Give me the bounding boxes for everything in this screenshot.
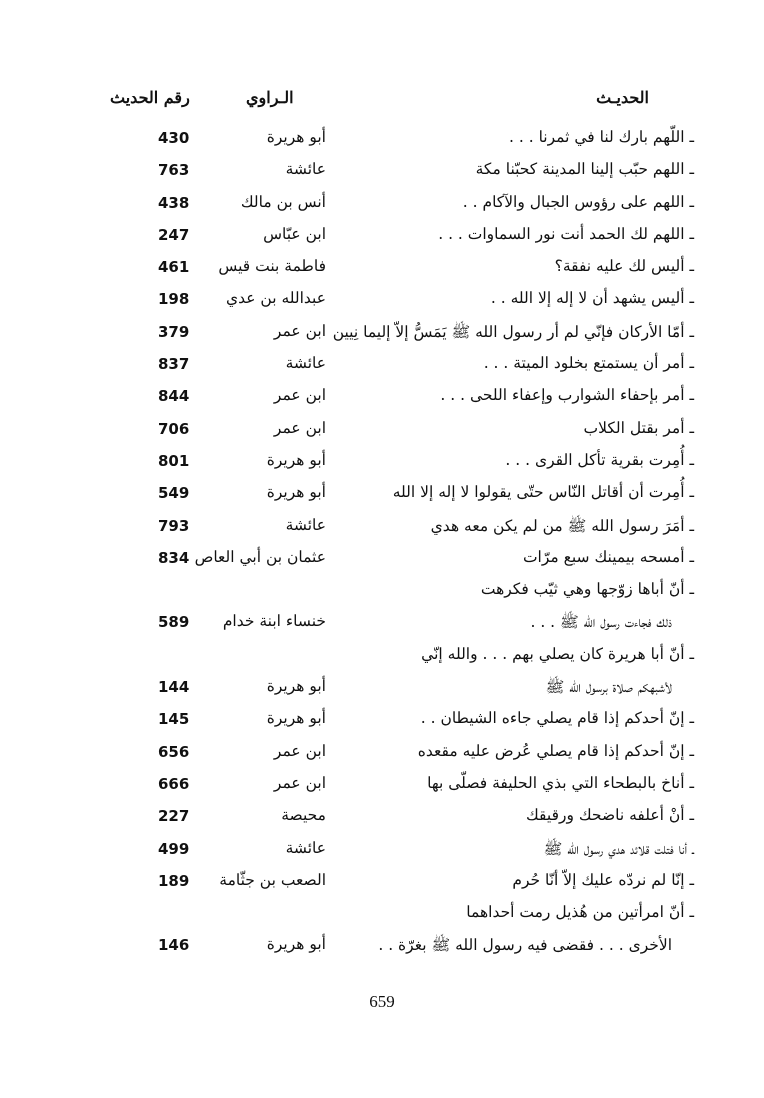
hadith-number: 247 [158, 225, 190, 244]
table-row [0, 641, 764, 673]
hadith-number: 801 [158, 451, 190, 470]
page-number: 659 [369, 992, 395, 1011]
hadith-number: 589 [158, 613, 190, 632]
hadith-text: ـ أمر بقتل الكلاب [583, 418, 694, 437]
table-row [0, 738, 764, 770]
table-row [0, 544, 764, 576]
table-row [0, 318, 764, 350]
table-row [0, 285, 764, 317]
header-hadith: الحديـث [596, 88, 649, 107]
narrator: عبدالله بن عدي [225, 289, 326, 308]
table-row [0, 382, 764, 414]
hadith-number: 656 [158, 742, 190, 761]
hadith-text: ـ اللهم حبّب إلينا المدينة كحبّنا مكة [475, 160, 694, 179]
narrator: أبو هريرة [266, 128, 326, 146]
narrator: عائشة [285, 838, 326, 857]
hadith-text: الأخرى . . . فقضى فيه رسول الله ﷺ بغرّة . . [378, 936, 672, 955]
hadith-text: ـ أمّا الأركان فإنّي لم أر رسول الله ﷺ يَمَسُّ إلاّ إليما نِيين [332, 322, 694, 341]
table-row [0, 124, 764, 156]
table-row [0, 705, 764, 737]
hadith-text: ـ اللهم لك الحمد أنت نور السماوات . . . [438, 224, 694, 243]
hadith-text: ـ اللّهم بارك لنا في ثمرنا . . . [509, 128, 694, 146]
hadith-number: 146 [158, 936, 190, 955]
narrator: ابن عبّاس [263, 224, 326, 243]
hadith-number: 837 [158, 355, 190, 374]
hadith-text: ـ أمسحه بيمينك سبع مرّات [522, 547, 694, 566]
table-row [0, 802, 764, 834]
narrator: عائشة [285, 354, 326, 373]
hadith-number: 379 [158, 322, 190, 341]
hadith-number: 834 [158, 548, 190, 567]
narrator: الصعب بن جثّامة [219, 870, 326, 889]
narrator: محيصة [281, 806, 326, 825]
narrator: فاطمة بنت قيس [218, 257, 326, 276]
table-row [0, 867, 764, 899]
hadith-text: لأشبهكم صلاة برسول الله ﷺ [545, 678, 672, 697]
narrator: أبو هريرة [266, 450, 326, 469]
hadith-text: ـ أمر بإحفاء الشوارب وإعفاء اللحى . . . [440, 386, 694, 405]
hadith-number: 189 [158, 871, 190, 890]
hadith-text: ـ أناخ بالبطحاء التي بذي الحليفة فصلّى بها [427, 773, 694, 792]
narrator: أبو هريرة [266, 677, 326, 696]
index-table [0, 124, 764, 964]
hadith-text: ـ إنّ أحدكم إذا قام يصلي جاءه الشيطان . . [420, 709, 694, 728]
hadith-text: ـ أُمِرت بقرية تأكل القرى . . . [505, 450, 694, 469]
hadith-text: ـ أُمِرت أن أقاتل النّاس حتّى يقولوا لا إله إلا الله [392, 483, 694, 502]
hadith-number: 438 [158, 193, 190, 212]
narrator: أبو هريرة [266, 709, 326, 728]
narrator: أبو هريرة [266, 483, 326, 502]
hadith-number: 499 [158, 839, 190, 858]
narrator: أنس بن مالك [240, 192, 326, 211]
hadith-text: ـ أنا فتلت قلائد هدي رسول الله ﷺ [543, 839, 694, 858]
narrator: ابن عمر [273, 773, 326, 792]
hadith-text: ـ أمَرَ رسول الله ﷺ من لم يكن معه هدي [430, 516, 694, 535]
narrator: عائشة [285, 160, 326, 179]
table-row [0, 673, 764, 705]
narrator: ابن عمر [273, 386, 326, 405]
hadith-text: ـ اللهم على رؤوس الجبال والآكام . . [462, 192, 694, 211]
narrator: عثمان بن أبي العاص [194, 547, 326, 566]
table-row [0, 189, 764, 221]
table-row [0, 576, 764, 608]
hadith-number: 144 [158, 678, 190, 697]
table-row [0, 156, 764, 188]
header-hadith-number: رقم الحديث [110, 88, 190, 107]
hadith-text: ـ أنّ أباها زوّجها وهي ثيّب فكرهت [480, 580, 694, 599]
header-narrator: الـراوي [246, 88, 294, 107]
table-row [0, 221, 764, 253]
hadith-text: ـ إنّ أحدكم إذا قام يصلي عُرض عليه مقعده [417, 741, 694, 760]
hadith-number: 763 [158, 161, 190, 180]
hadith-number: 844 [158, 387, 190, 406]
hadith-number: 227 [158, 807, 190, 826]
narrator: ابن عمر [273, 741, 326, 760]
table-row [0, 835, 764, 867]
hadith-text: ـ أنّ امرأتين من هُذيل رمت أحداهما [466, 903, 694, 922]
hadith-number: 198 [158, 290, 190, 309]
narrator: عائشة [285, 515, 326, 534]
hadith-text: ـ أنْ أعلفه ناضحك ورقيقك [525, 806, 694, 825]
table-row [0, 447, 764, 479]
hadith-number: 793 [158, 516, 190, 535]
hadith-number: 549 [158, 484, 190, 503]
table-row [0, 931, 764, 963]
hadith-number: 430 [158, 129, 190, 147]
hadith-text: ـ أمر أن يستمتع بخلود الميتة . . . [483, 354, 694, 373]
hadith-number: 145 [158, 710, 190, 729]
table-row [0, 770, 764, 802]
hadith-number: 461 [158, 258, 190, 277]
hadith-text: ذلك فجاءت رسول الله ﷺ . . . [530, 613, 672, 632]
table-row [0, 415, 764, 447]
table-row [0, 479, 764, 511]
narrator: أبو هريرة [266, 935, 326, 954]
narrator: ابن عمر [273, 418, 326, 437]
table-row [0, 512, 764, 544]
hadith-text: ـ أليس يشهد أن لا إله إلا الله . . [490, 289, 694, 308]
table-row [0, 350, 764, 382]
table-row [0, 899, 764, 931]
hadith-text: ـ إنّا لم نردّه عليك إلاّ أنّا حُرم [512, 870, 694, 889]
hadith-number: 666 [158, 774, 190, 793]
table-row [0, 608, 764, 640]
table-row [0, 253, 764, 285]
narrator: ابن عمر [273, 321, 326, 340]
hadith-text: ـ أنّ أبا هريرة كان يصلي بهم . . . والله إنّي [421, 644, 694, 663]
narrator: خنساء ابنة خدام [222, 612, 326, 631]
hadith-number: 706 [158, 419, 190, 438]
hadith-text: ـ أليس لك عليه نفقة؟ [554, 257, 694, 276]
